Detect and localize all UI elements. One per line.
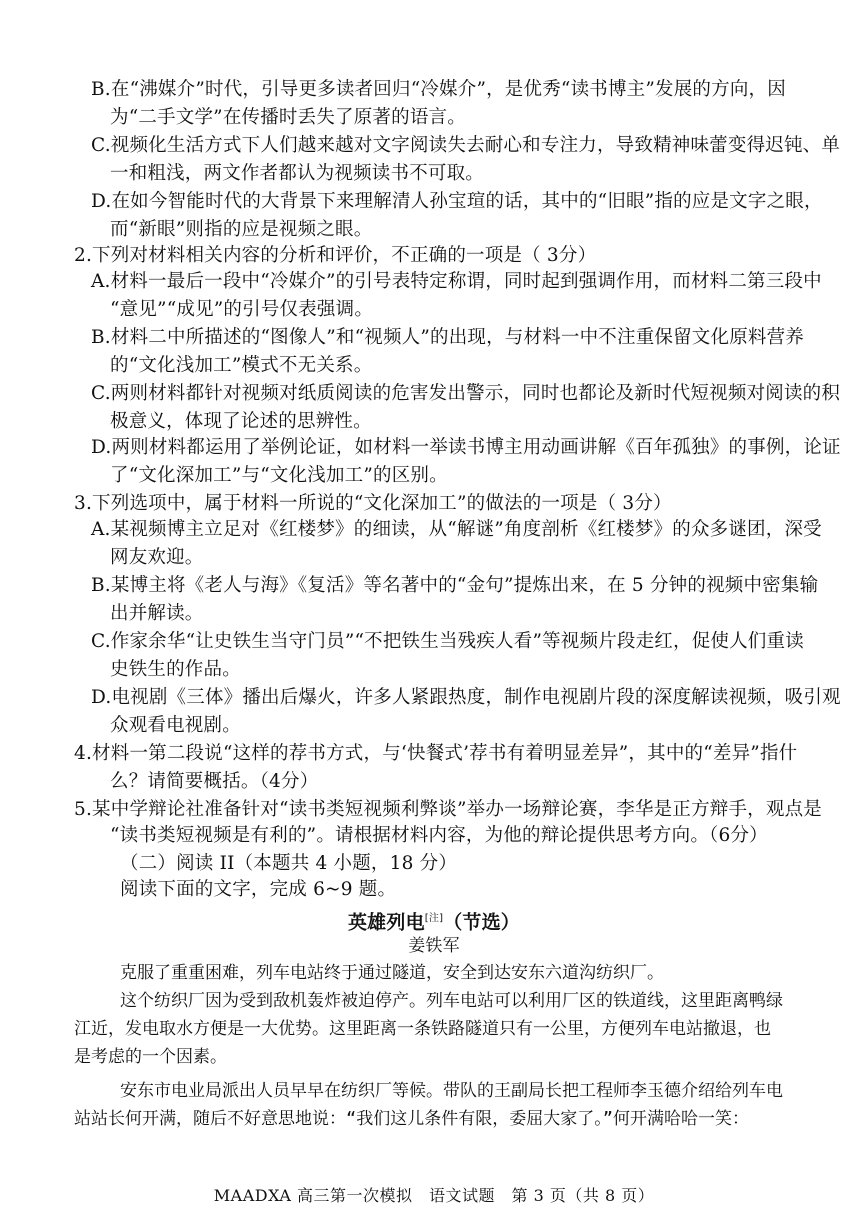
- q3-option-b-line1: B.某博主将《老人与海》《复活》等名著中的“金句”提炼出来，在 5 分钟的视频中密集输: [91, 575, 819, 596]
- q1-option-b-line2: 为“二手文学”在传播时丢失了原著的语言。: [110, 107, 466, 128]
- q2-option-a-line2: “意见”“成见”的引号仅表强调。: [110, 299, 374, 320]
- q2-option-b-line1: B.材料二中所描述的“图像人”和“视频人”的出现，与材料一中不注重保留文化原料营养: [91, 327, 805, 348]
- q3-option-c-line1: C.作家余华“让史铁生当守门员”“不把铁生当残疾人看”等视频片段走红，促使人们重读: [91, 631, 804, 652]
- q1-option-d-line2: 而“新眼”则指的应是视频之眼。: [110, 219, 373, 240]
- story-title-suffix: （节选）: [443, 911, 521, 934]
- q3-option-d-line1: D.电视剧《三体》播出后爆火，许多人紧跟热度，制作电视剧片段的深度解读视频，吸引观: [91, 687, 841, 708]
- story-title: [0, 907, 868, 934]
- story-paragraph-2-line2: 江近，发电取水方便是一大优势。这里距离一条铁路隧道只有一公里，方便列车电站撤退，也: [74, 1019, 771, 1039]
- story-author: 姜铁军: [408, 936, 460, 956]
- q2-stem: 2.下列对材料相关内容的分析和评价，不正确的一项是（ 3分）: [74, 245, 597, 266]
- q3-stem: 3.下列选项中，属于材料一所说的“文化深加工”的做法的一项是（ 3分）: [74, 493, 672, 514]
- q4-line1: 4.材料一第二段说“这样的荐书方式，与‘快餐式’荐书有着明显差异”，其中的“差异”指什: [74, 743, 798, 764]
- q2-option-b-line2: 的“文化浅加工”模式不无关系。: [110, 355, 373, 376]
- q5-line1: 5.某中学辩论社准备针对“读书类短视频利弊谈”举办一场辩论赛，李华是正方辩手，观点是: [74, 799, 822, 820]
- section-instruction: 阅读下面的文字，完成 6~9 题。: [120, 879, 397, 900]
- q3-option-a-line1: A.某视频博主立足对《红楼梦》的细读，从“解谜”角度剖析《红楼梦》的众多谜团，深受: [91, 519, 822, 540]
- q2-option-d-line1: D.两则材料都运用了举例论证，如材料一举读书博主用动画讲解《百年孤独》的事例，论证: [91, 437, 841, 458]
- story-paragraph-3-line1: 安东市电业局派出人员早早在纺织厂等候。带队的王副局长把工程师李玉德介绍给列车电: [120, 1081, 783, 1101]
- q5-line2: “读书类短视频是有利的”。请根据材料内容，为他的辩论提供思考方向。（6分）: [110, 825, 768, 846]
- story-title-text: 英雄列电: [347, 911, 425, 934]
- q3-option-b-line2: 出并解读。: [110, 603, 204, 624]
- section-heading: （二）阅读 II（本题共 4 小题，18 分）: [120, 853, 458, 874]
- q2-option-c-line2: 极意义，体现了论述的思辨性。: [110, 411, 372, 432]
- q3-option-d-line2: 众观看电视剧。: [110, 715, 241, 736]
- q1-option-c-line2: 一和粗浅，两文作者都认为视频读书不可取。: [110, 163, 485, 184]
- story-paragraph-1: 克服了重重困难，列车电站终于通过隧道，安全到达安东六道沟纺织厂。: [120, 963, 664, 983]
- q1-option-d-line1: D.在如今智能时代的大背景下来理解清人孙宝瑄的话，其中的“旧眼”指的应是文字之眼，: [91, 191, 823, 212]
- q1-option-b-line1: B.在“沸媒介”时代，引导更多读者回归“冷媒介”，是优秀“读书博主”发展的方向，因: [91, 79, 786, 100]
- q3-option-c-line2: 史铁生的作品。: [110, 659, 241, 680]
- q2-option-a-line1: A.材料一最后一段中“冷媒介”的引号表特定称谓，同时起到强调作用，而材料二第三段中: [91, 271, 822, 292]
- story-paragraph-3-line2: 站站长何开满，随后不好意思地说：“我们这儿条件有限，委屈大家了。”何开满哈哈一笑：: [74, 1109, 749, 1129]
- page-footer: MAADXA 高三第一次模拟 语文试题 第 3 页（共 8 页）: [213, 1186, 655, 1205]
- q2-option-c-line1: C.两则材料都针对视频对纸质阅读的危害发出警示，同时也都论及新时代短视频对阅读的积: [91, 383, 841, 404]
- story-paragraph-2-line1: 这个纺织厂因为受到敌机轰炸被迫停产。列车电站可以利用厂区的铁道线，这里距离鸭绿: [120, 991, 783, 1011]
- q3-option-a-line2: 网友欢迎。: [110, 547, 204, 568]
- story-title-note: [注]: [424, 913, 444, 924]
- q4-line2: 么？请简要概括。（4分）: [110, 771, 319, 792]
- q2-option-d-line2: 了“文化深加工”与“文化浅加工”的区别。: [110, 465, 448, 486]
- story-paragraph-2-line3: 是考虑的一个因素。: [74, 1047, 227, 1067]
- q1-option-c-line1: C.视频化生活方式下人们越来越对文字阅读失去耐心和专注力，导致精神味蕾变得迟钝、单: [91, 135, 841, 156]
